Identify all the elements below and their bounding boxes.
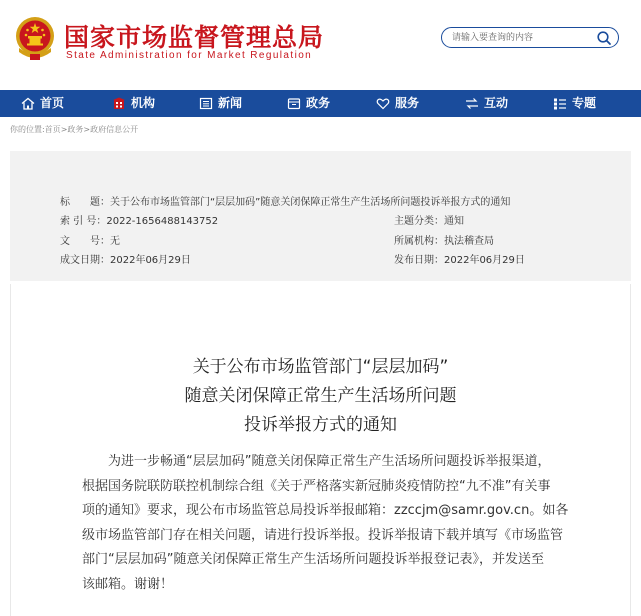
article-paragraph-line: 该邮箱。谢谢！ [82, 576, 174, 592]
nav-label-home: 首页 [40, 96, 65, 110]
article-paragraph-line: 部门“层层加码”随意关闭保障正常生产生活场所问题投诉举报登记表》，并发送至 [82, 552, 544, 567]
info-org-row [394, 232, 494, 247]
topics-icon [553, 97, 567, 110]
info-created-label: 成文日期： [60, 255, 110, 266]
info-published-label: 发布日期： [394, 255, 444, 266]
info-topic-value: 通知 [444, 216, 464, 227]
info-published-value: 2022年06月29日 [444, 255, 525, 266]
search-input[interactable] [452, 29, 592, 46]
article-title-line: 随意关闭保障正常生产生活场所问题 [184, 386, 457, 406]
info-title-label: 标 题： [60, 197, 110, 208]
news-icon [199, 97, 213, 110]
info-created-value: 2022年06月29日 [110, 255, 191, 266]
info-published-row [394, 251, 525, 266]
interaction-icon [465, 97, 479, 110]
info-docno-label: 文 号： [60, 236, 110, 247]
national-emblem-icon[interactable] [13, 14, 57, 62]
info-index-value: 2022-1656488143752 [106, 216, 219, 227]
nav-label-interaction: 互动 [484, 96, 509, 110]
search-box [441, 27, 619, 48]
nav-label-topics: 专题 [572, 96, 597, 110]
breadcrumb-separator: > [60, 125, 68, 134]
nav-label-news: 新闻 [218, 96, 243, 110]
article-body [82, 450, 569, 597]
nav-label-services: 服务 [395, 96, 420, 110]
info-topic-label: 主题分类： [394, 216, 444, 227]
info-topic-row [394, 212, 464, 227]
nav-label-institutions: 机构 [131, 96, 156, 110]
info-org-value: 执法稽查局 [444, 236, 494, 247]
document-info-box [10, 151, 631, 281]
article-paragraph-line: 根据国务院联防联控机制综合组《关于严格落实新冠肺炎疫情防控“九不准”有关事 [82, 478, 551, 494]
article-paragraph-line: 为进一步畅通“层层加码”随意关闭保障正常生产生活场所问题投诉举报渠道， [82, 454, 551, 469]
breadcrumb-government[interactable]: 政务 [67, 125, 84, 134]
info-index-label: 索 引 号： [60, 216, 107, 227]
site-header [0, 0, 641, 90]
heart-icon [376, 97, 390, 110]
site-subtitle: State Administration for Market Regulation [66, 50, 313, 61]
info-created-row [60, 251, 191, 266]
breadcrumb-info-disclosure[interactable]: 政府信息公开 [90, 125, 139, 134]
info-org-label: 所属机构： [394, 236, 444, 247]
breadcrumb-separator: > [83, 125, 91, 134]
article-title-line: 关于公布市场监管部门“层层加码” [192, 357, 449, 377]
info-index-row [60, 212, 218, 227]
home-icon [21, 97, 35, 110]
info-title-value: 关于公布市场监管部门“层层加码”随意关闭保障正常生产生活场所问题投诉举报方式的通知 [110, 197, 511, 208]
breadcrumb-home[interactable]: 首页 [44, 125, 61, 134]
article-paragraph-line: 级市场监管部门存在相关问题，请进行投诉举报。投诉举报请下载并填写《市场监管 [82, 527, 564, 543]
breadcrumb [10, 124, 138, 135]
article-title-line: 投诉举报方式的通知 [244, 415, 397, 435]
info-docno-row [60, 232, 120, 247]
main-nav [0, 90, 641, 117]
info-docno-value: 无 [110, 236, 120, 247]
building-icon [112, 97, 126, 110]
info-title-row [60, 193, 510, 208]
government-icon [287, 97, 301, 110]
site-title: 国家市场监督管理总局 [64, 23, 325, 52]
search-icon[interactable] [596, 30, 612, 46]
article-paragraph-line: 项的通知》要求，现公布市场监管总局投诉举报邮箱：zzccjm@samr.gov.cn。如各 [82, 503, 569, 518]
nav-label-government: 政务 [306, 96, 331, 110]
breadcrumb-prefix: 你的位置: [10, 125, 45, 134]
